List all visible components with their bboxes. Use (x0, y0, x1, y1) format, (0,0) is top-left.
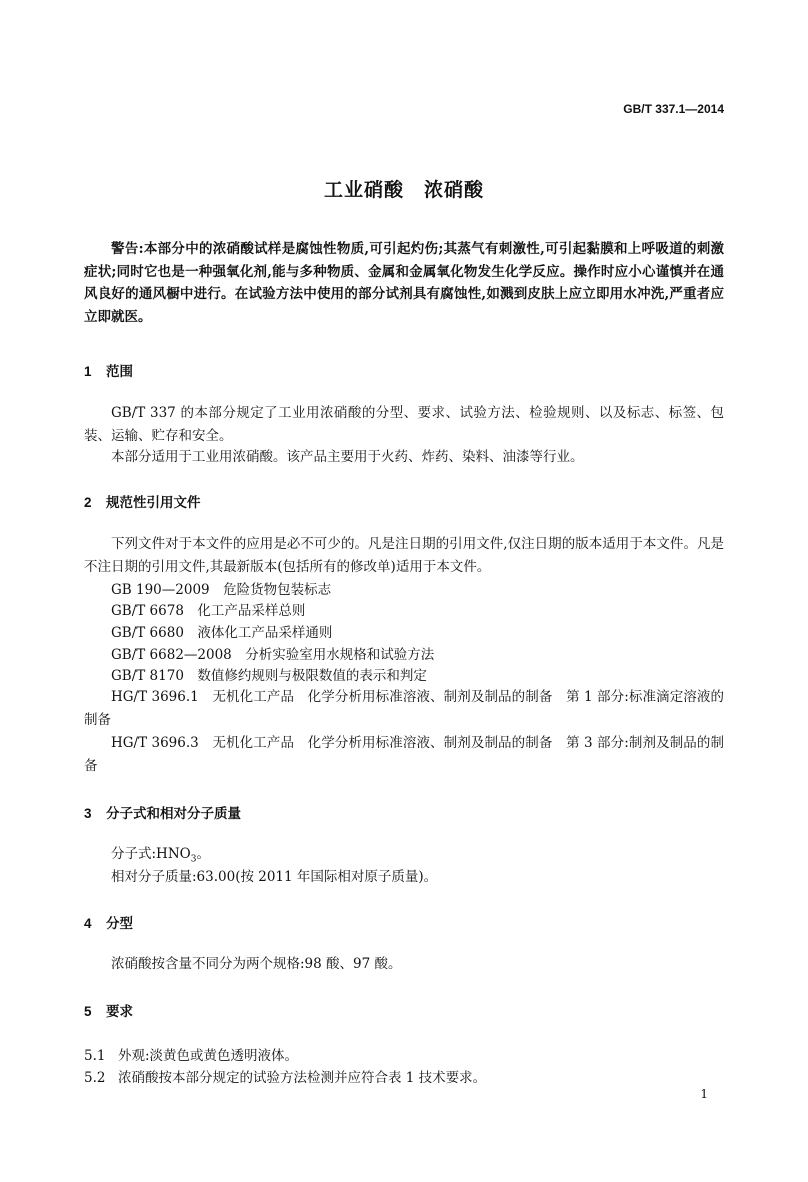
section-number: 2 (84, 495, 92, 510)
section-title: 范围 (106, 364, 133, 379)
normative-intro-paragraph: 下列文件对于本文件的应用是必不可少的。凡是注日期的引用文件,仅注日期的版本适用于本文件。凡是不注日期的引用文件,其最新版本(包括所有的修改单)适用于本文件。 (84, 536, 724, 575)
reference-item: HG/T 3696.3 无机化工产品 化学分析用标准溶液、制剂及制品的制备 第 3 部分:制剂及制品的制备 (84, 735, 724, 774)
section-2-heading (84, 491, 201, 511)
reference-item: GB/T 8170 数值修约规则与极限数值的表示和判定 (111, 668, 427, 684)
section-4-heading (84, 912, 133, 932)
subclause-5-2 (84, 1066, 486, 1086)
formula-suffix: 。 (196, 846, 210, 862)
subclause-number: 5.2 (84, 1070, 106, 1086)
section-number: 3 (84, 806, 92, 821)
formula-subscript: 3 (190, 854, 197, 865)
warning-paragraph: 警告:本部分中的浓硝酸试样是腐蚀性物质,可引起灼伤;其蒸气有刺激性,可引起黏膜和上呼吸道的刺激症状;同时它也是一种强氧化剂,能与多种物质、金属和金属氧化物发生化学反应。操作时应小心谨慎并在通风良好的通风橱中进行。在试验方法中使用的部分试剂具有腐蚀性,如溅到皮肤上应立即用水冲洗,严重者应立即就医。 (84, 241, 724, 325)
molecular-mass: 相对分子质量:63.00(按 2011 年国际相对原子质量)。 (111, 869, 438, 885)
section-number: 4 (84, 916, 92, 931)
scope-paragraph-2: 本部分适用于工业用浓硝酸。该产品主要用于火药、炸药、染料、油漆等行业。 (111, 449, 584, 465)
reference-item: HG/T 3696.1 无机化工产品 化学分析用标准溶液、制剂及制品的制备 第 1 部分:标准滴定溶液的制备 (84, 689, 724, 728)
scope-paragraph-1: GB/T 337 的本部分规定了工业用浓硝酸的分型、要求、试验方法、检验规则、以及标志、标签、包装、运输、贮存和安全。 (84, 405, 724, 444)
reference-item: GB/T 6682—2008 分析实验室用水规格和试验方法 (111, 647, 435, 663)
classification-paragraph: 浓硝酸按含量不同分为两个规格:98 酸、97 酸。 (111, 956, 402, 972)
subclause-number: 5.1 (84, 1048, 106, 1064)
document-title: 工业硝酸 浓硝酸 (323, 179, 484, 201)
section-number: 1 (84, 364, 92, 379)
formula-text: 分子式:HNO (111, 846, 191, 862)
section-title: 规范性引用文件 (106, 495, 201, 510)
section-number: 5 (84, 1004, 92, 1019)
subclause-text: 浓硝酸按本部分规定的试验方法检测并应符合表 1 技术要求。 (118, 1070, 487, 1086)
reference-item: GB 190—2009 危险货物包装标志 (111, 582, 332, 598)
section-title: 要求 (106, 1004, 133, 1019)
section-title: 分型 (106, 916, 133, 931)
reference-item: GB/T 6680 液体化工产品采样通则 (111, 625, 333, 641)
standard-code: GB/T 337.1—2014 (623, 102, 724, 116)
section-1-heading (84, 360, 133, 380)
subclause-text: 外观:淡黄色或黄色透明液体。 (118, 1048, 299, 1064)
section-3-heading (84, 802, 241, 822)
section-5-heading (84, 1000, 133, 1020)
section-title: 分子式和相对分子质量 (106, 806, 241, 821)
page-number: 1 (700, 1087, 708, 1101)
subclause-5-1 (84, 1044, 298, 1064)
reference-item: GB/T 6678 化工产品采样总则 (111, 603, 306, 619)
